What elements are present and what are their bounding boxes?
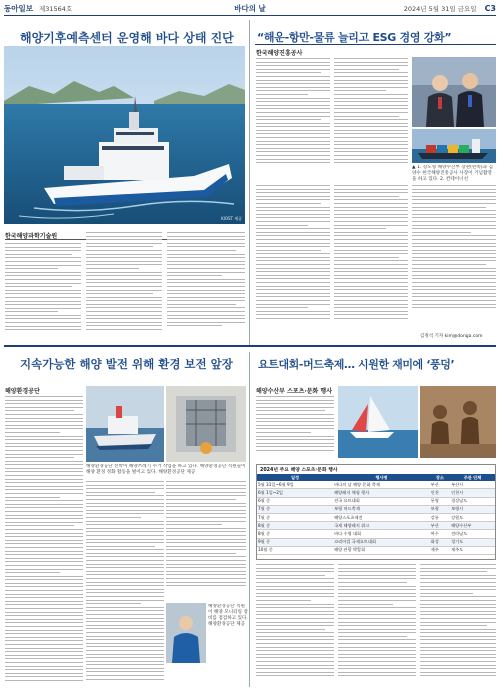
article3-photo-caption: 해양환경공단 선박이 해양쓰레기 수거 작업을 하고 있다. 해양환경공단 직원들이 해양 환경 정화 활동을 벌이고 있다. 해양환경공단 제공	[86, 464, 246, 475]
table-cell: 전라남도	[450, 530, 495, 538]
section-title: 바다의 날	[234, 4, 266, 13]
table-cell: 부산시	[450, 481, 495, 489]
event-schedule-table	[257, 474, 495, 555]
article3-col2-text	[86, 481, 164, 684]
table-row	[257, 505, 495, 513]
container-ship-photo	[412, 129, 496, 163]
table-row	[257, 538, 495, 546]
article3-col3-text	[166, 481, 246, 601]
table-cell: 제주도	[450, 546, 495, 554]
article3-byline: 해양환경공단	[5, 388, 40, 395]
article3-headline: 지속가능한 해양 발전 위해 환경 보전 앞장	[20, 357, 233, 371]
table-header: 일정	[257, 474, 333, 481]
article4-col2-text	[256, 564, 334, 684]
table-cell: 코리아컵 국제요트대회	[333, 538, 430, 546]
article1-byline: 한국해양과학기술원	[5, 233, 58, 240]
article4-headline: 요트대회-머드축제… 시원한 재미에 ‘풍덩’	[258, 358, 455, 371]
table-cell: 인천	[430, 489, 450, 497]
staff-portrait-photo	[166, 603, 206, 663]
table-row	[257, 530, 495, 538]
article2-col5-text	[412, 185, 496, 325]
article1-col3-text	[167, 232, 245, 343]
table-cell: 화성	[430, 538, 450, 546]
table-row	[257, 513, 495, 521]
table-header: 행사명	[333, 474, 430, 481]
table-cell: 바다 수영 대회	[333, 530, 430, 538]
table-body	[257, 481, 495, 554]
table-cell: 8월 중	[257, 522, 333, 530]
photo-credit: KIOST 제공	[221, 216, 242, 221]
article2-col1-text	[256, 58, 330, 178]
article2-photo-caption: ▲ 1. 강도형 해양수산부 장관(왼쪽)과 김양수 한국해양진흥공사 사장이 기념촬영을 하고 있다. 2. 컨테이너선	[412, 165, 493, 182]
table-cell: 해양스포츠제전	[333, 513, 430, 521]
article1-col2-text	[86, 232, 162, 343]
table-row	[257, 489, 495, 497]
table-cell: 보령 머드축제	[333, 505, 430, 513]
sailing-photo	[338, 386, 418, 458]
table-cell: 부산	[430, 522, 450, 530]
article2-col2-text	[334, 58, 408, 178]
article4-col4-text	[420, 564, 496, 684]
column-divider-bottom	[249, 352, 250, 687]
article2-headline: “해운-항만-물류 늘리고 ESG 경영 강화”	[257, 31, 452, 44]
article3-col1-text	[5, 396, 83, 684]
table-cell: 6월 중	[257, 497, 333, 505]
table-cell: 해양수산부	[450, 522, 495, 530]
table-row	[257, 546, 495, 554]
table-cell: 보령시	[450, 505, 495, 513]
table-cell: 경상남도	[450, 497, 495, 505]
table-cell: 5월 31일~6월 9일	[257, 481, 333, 489]
yacht-race-illustration	[338, 386, 418, 458]
staff-illustration	[166, 603, 206, 663]
cleanup-vessel-photo	[86, 386, 164, 462]
article3-side-caption: 해양환경공단 직원이 해양 모니터링 장비를 점검하고 있다. 해양환경공단 제공	[208, 604, 248, 627]
table-cell: 전국 요트대회	[333, 497, 430, 505]
ceremony-photo	[412, 57, 496, 127]
table-cell: 경기도	[450, 538, 495, 546]
table-cell: 8월 중	[257, 530, 333, 538]
article4-col3-text	[338, 564, 416, 684]
research-vessel-photo	[4, 46, 245, 224]
table-cell: 여수	[430, 530, 450, 538]
newspaper-logo: 동아일보	[4, 4, 33, 13]
table-header: 장소	[430, 474, 450, 481]
article1-headline: 해양기후예측센터 운영해 바다 상태 진단	[20, 31, 234, 45]
table-cell: 10월 중	[257, 546, 333, 554]
table-cell: 7월 중	[257, 513, 333, 521]
table-header: 주관 단체	[450, 474, 495, 481]
table-cell: 6월 1일~2일	[257, 489, 333, 497]
article2-credit: 김정석 기자 kim@donga.com	[420, 334, 483, 339]
table-cell: 보령	[430, 505, 450, 513]
monitoring-equipment-illustration	[166, 386, 246, 462]
column-divider-top	[249, 20, 250, 345]
event-schedule-table-box	[256, 464, 496, 560]
article4-byline: 해양수산부 스포츠·문화 행사	[256, 388, 333, 395]
mud-festival-illustration	[420, 386, 496, 458]
table-cell: 부산	[430, 481, 450, 489]
table-cell: 해양레저 체험 행사	[333, 489, 430, 497]
cleanup-vessel-illustration	[86, 386, 164, 462]
table-title: 2024년 주요 해양 스포츠·문화 행사	[260, 468, 338, 473]
article2-byline: 한국해양진흥공사	[256, 50, 303, 57]
equipment-photo	[166, 386, 246, 462]
table-cell: 7월 중	[257, 505, 333, 513]
table-cell: 국제 해양레저 위크	[333, 522, 430, 530]
page-middle-rule	[4, 345, 496, 347]
table-row	[257, 522, 495, 530]
two-officials-illustration	[412, 57, 496, 127]
table-cell: 통영	[430, 497, 450, 505]
article4-col1-text	[256, 396, 334, 460]
article1-col1-text	[5, 243, 81, 343]
table-cell: 9월 중	[257, 538, 333, 546]
publication-date: 2024년 5월 31일 금요일	[403, 5, 477, 13]
masthead	[4, 2, 496, 16]
table-row	[257, 497, 495, 505]
table-cell: 해양 관광 박람회	[333, 546, 430, 554]
article2-col4-text	[334, 185, 408, 333]
research-vessel-illustration	[4, 46, 245, 224]
table-cell: 바다의 날 해양 문화 축제	[333, 481, 430, 489]
article2-col3-text	[256, 185, 330, 333]
container-ship-illustration	[412, 129, 496, 163]
issue-number: 제31564호	[38, 5, 73, 13]
table-cell: 강릉	[430, 513, 450, 521]
article2-rule	[255, 44, 496, 45]
table-cell: 인천시	[450, 489, 495, 497]
table-row	[257, 481, 495, 489]
mud-festival-photo	[420, 386, 496, 458]
table-cell: 강원도	[450, 513, 495, 521]
table-cell: 제주	[430, 546, 450, 554]
page-number: C3	[484, 4, 496, 13]
